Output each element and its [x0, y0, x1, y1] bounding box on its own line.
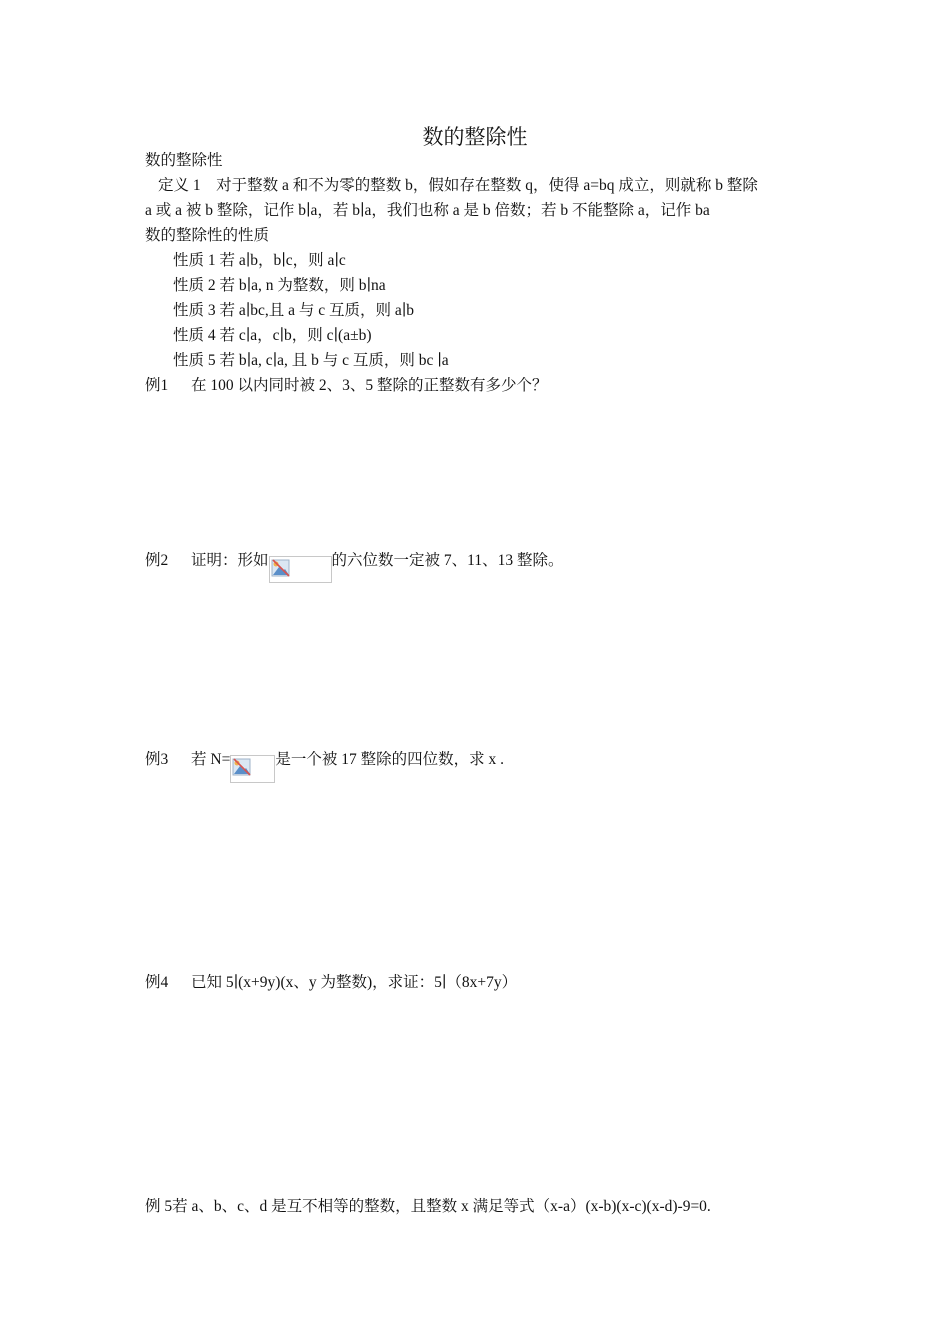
example-text-prefix: 证明：形如 [191, 552, 269, 569]
definition-line-1: 定义 1 对于整数 a 和不为零的整数 b，假如存在整数 q，使得 a=bq 成立，则就称 b 整除 [158, 177, 758, 194]
section-heading-properties: 数的整除性的性质 [145, 227, 270, 244]
page-title: 数的整除性 [422, 125, 528, 149]
property-5: 性质 5 若 b∣a, c∣a, 且 b 与 c 互质，则 bc ∣a [173, 352, 449, 369]
example-5 [145, 1197, 711, 1217]
section-heading-divisibility: 数的整除性 [145, 152, 223, 169]
property-3: 性质 3 若 a∣bc,且 a 与 c 互质，则 a∣b [173, 302, 415, 319]
example-text: 在 100 以内同时被 2、3、5 整除的正整数有多少个？ [191, 377, 548, 394]
example-label: 例2 [145, 552, 169, 569]
example-2 [145, 551, 563, 583]
example-label: 例1 [145, 377, 169, 394]
property-2: 性质 2 若 b∣a, n 为整数，则 b∣na [173, 277, 386, 294]
example-label: 例 5 [145, 1198, 173, 1215]
example-label: 例3 [145, 751, 169, 768]
example-text-suffix: 是一个被 17 整除的四位数，求 x . [275, 751, 504, 768]
example-4 [145, 973, 517, 993]
broken-image-icon [230, 755, 275, 783]
example-text: 若 a、b、c、d 是互不相等的整数，且整数 x 满足等式（x-a）(x-b)(x-c)(x-d)-9=0. [172, 1198, 711, 1215]
example-3 [145, 750, 504, 783]
definition-line-2: a 或 a 被 b 整除，记作 b∣a，若 b∣a，我们也称 a 是 b 倍数；若 b 不能整除 a，记作 ba [145, 202, 710, 219]
property-1: 性质 1 若 a∣b，b∣c，则 a∣c [173, 252, 346, 269]
broken-image-icon [269, 556, 332, 583]
example-1 [145, 376, 548, 396]
example-text-suffix: 的六位数一定被 7、11、13 整除。 [331, 552, 564, 569]
example-label: 例4 [145, 974, 169, 991]
example-text-prefix: 若 N= [191, 751, 231, 768]
property-4: 性质 4 若 c∣a，c∣b，则 c∣(a±b) [173, 327, 372, 344]
example-text: 已知 5∣(x+9y)(x、y 为整数)，求证：5∣（8x+7y） [191, 974, 518, 991]
